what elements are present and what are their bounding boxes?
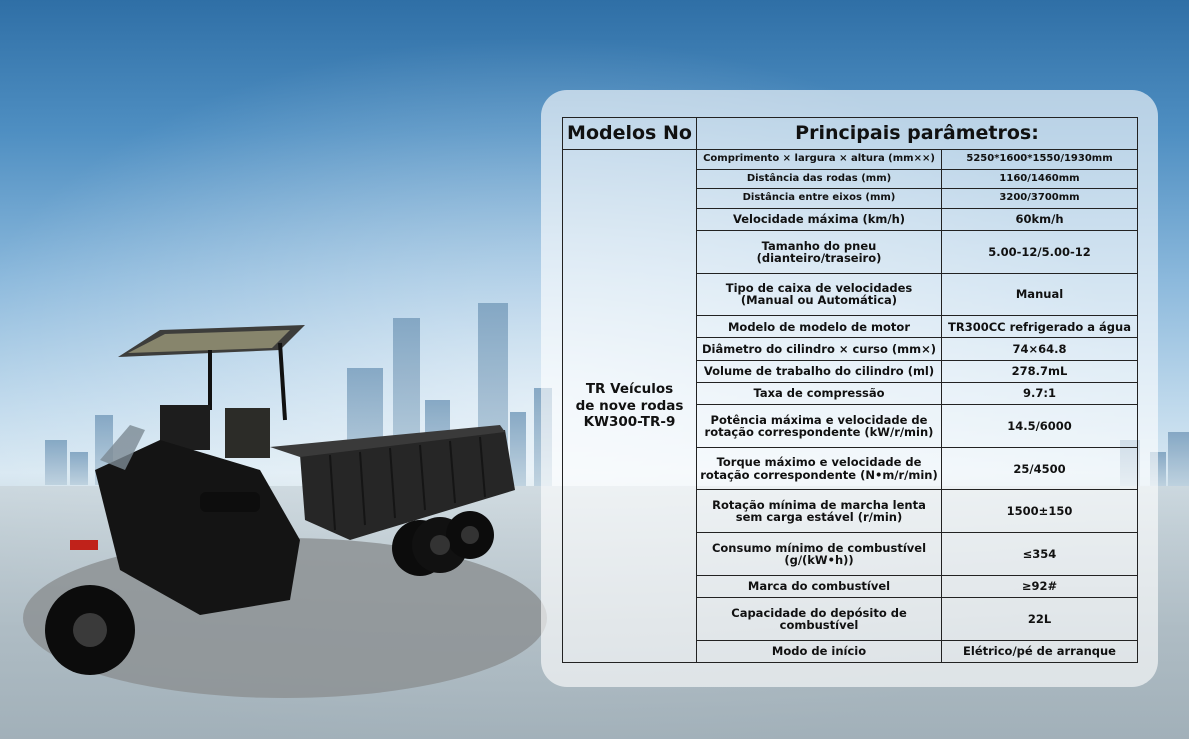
param-name: Distância entre eixos (mm) [697, 189, 942, 209]
param-value: 9.7:1 [942, 382, 1138, 404]
table-row [563, 150, 1138, 170]
param-name: Diâmetro do cilindro × curso (mm×) [697, 338, 942, 360]
param-value: 22L [942, 597, 1138, 640]
param-value: 60km/h [942, 208, 1138, 230]
param-value: 5.00-12/5.00-12 [942, 230, 1138, 273]
param-name: Rotação mínima de marcha lenta sem carga estável (r/min) [697, 490, 942, 533]
model-line: TR Veículos [585, 380, 674, 397]
spec-table [562, 117, 1138, 663]
header-model: Modelos No [563, 118, 697, 150]
param-name: Taxa de compressão [697, 382, 942, 404]
param-name: Velocidade máxima (km/h) [697, 208, 942, 230]
param-value: Manual [942, 273, 1138, 316]
param-value: 25/4500 [942, 447, 1138, 490]
param-name: Tipo de caixa de velocidades (Manual ou Automática) [697, 273, 942, 316]
param-value: 14.5/6000 [942, 404, 1138, 447]
param-value: 278.7mL [942, 360, 1138, 382]
param-name: Torque máximo e velocidade de rotação correspondente (N•m/r/min) [697, 447, 942, 490]
param-name: Modelo de modelo de motor [697, 316, 942, 338]
param-name: Consumo mínimo de combustível (g/(kW•h)) [697, 533, 942, 576]
param-value: 5250*1600*1550/1930mm [942, 150, 1138, 170]
param-value: 1500±150 [942, 490, 1138, 533]
param-value: Elétrico/pé de arranque [942, 640, 1138, 662]
param-value: 1160/1460mm [942, 169, 1138, 189]
model-line: KW300-TR-9 [583, 414, 676, 431]
param-value: ≥92# [942, 575, 1138, 597]
param-name: Potência máxima e velocidade de rotação correspondente (kW/r/min) [697, 404, 942, 447]
param-name: Capacidade do depósito de combustível [697, 597, 942, 640]
model-line: de nove rodas [575, 397, 684, 414]
param-name: Modo de início [697, 640, 942, 662]
param-value: TR300CC refrigerado a água [942, 316, 1138, 338]
model-cell [563, 150, 697, 663]
param-name: Comprimento × largura × altura (mm××) [697, 150, 942, 170]
param-value: ≤354 [942, 533, 1138, 576]
param-name: Volume de trabalho do cilindro (ml) [697, 360, 942, 382]
header-params: Principais parâmetros: [697, 118, 1138, 150]
param-name: Distância das rodas (mm) [697, 169, 942, 189]
param-value: 3200/3700mm [942, 189, 1138, 209]
param-value: 74×64.8 [942, 338, 1138, 360]
param-name: Marca do combustível [697, 575, 942, 597]
param-name: Tamanho do pneu (dianteiro/traseiro) [697, 230, 942, 273]
table-header-row [563, 118, 1138, 150]
